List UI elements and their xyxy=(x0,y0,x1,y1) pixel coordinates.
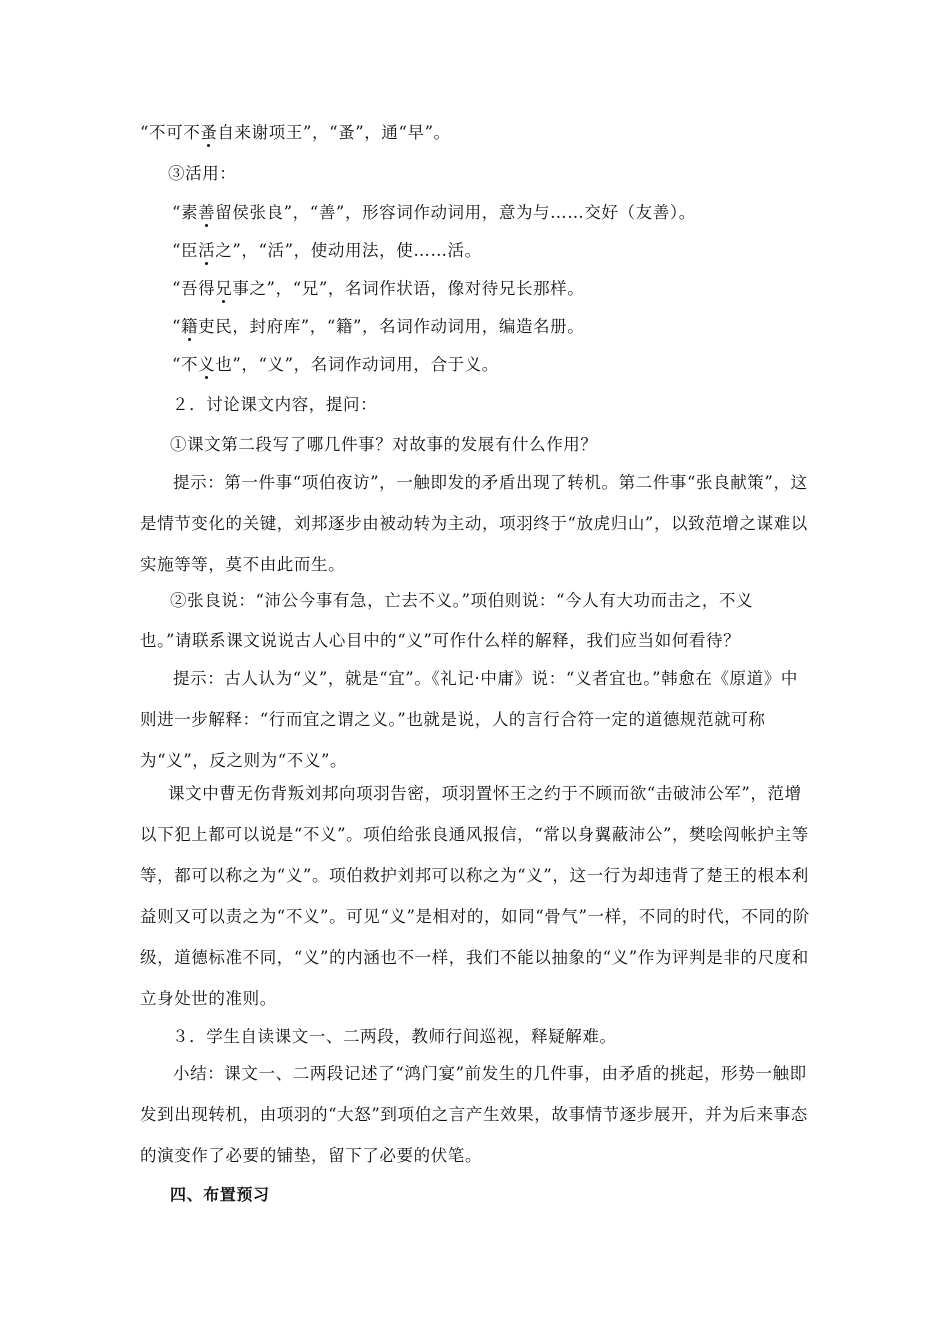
paragraph-huo: “臣活之”，“活”，使动用法，使……活。 xyxy=(172,241,482,260)
question-1: ①课文第二段写了哪几件事？对故事的发展有什么作用？ xyxy=(170,435,598,454)
paragraph-zao: “不可不蚤自来谢项王”，“蚤”，通“早”。 xyxy=(140,123,451,142)
emphasis-char: 义 xyxy=(198,355,216,374)
question-2-line2: 也。”请联系课文说说古人心目中的“义”可作什么样的解释，我们应当如何看待？ xyxy=(140,631,741,650)
section-label-huoyong: ③活用： xyxy=(168,164,237,183)
item-2-heading: ２．讨论课文内容，提问： xyxy=(172,395,378,414)
paragraph-xiong: “吾得兄事之”，“兄”，名词作状语，像对待兄长那样。 xyxy=(172,279,585,298)
paragraph-yi: “不义也”，“义”，名词作动词用，合于义。 xyxy=(172,355,499,374)
emphasis-char: 善 xyxy=(198,203,216,222)
emphasis-char: 兄 xyxy=(215,279,233,298)
hint-2: 提示：古人认为“义”，就是“宜”。《礼记·中庸》说：“义者宜也。”韩愈在《原道》中则进一步解释：“行而宜之谓之义。”也就是说，人的言行合符一定的道德规范就可称为“义”，反之则为“不义”。 xyxy=(140,669,798,770)
paragraph-shan: “素善留侯张良”，“善”，形容词作动词用，意为与……交好（友善）。 xyxy=(172,203,696,222)
emphasis-char: 籍 xyxy=(181,317,199,336)
emphasis-char: 活 xyxy=(198,241,216,260)
item-3-heading: ３．学生自读课文一、二两段，教师行间巡视，释疑解难。 xyxy=(172,1027,617,1046)
hint-1: 提示：第一件事“项伯夜访”，一触即发的矛盾出现了转机。第二件事“张良献策”，这是情节变化的关键，刘邦逐步由被动转为主动，项羽终于“放虎归山”，以致范增之谋难以实施等等，莫不由此而生。 xyxy=(140,473,808,574)
summary: 小结：课文一、二两段记述了“鸿门宴”前发生的几件事，由矛盾的挑起，形势一触即发到出现转机，由项羽的“大怒”到项伯之言产生效果，故事情节逐步展开，并为后来事态的演变作了必要的铺垫，留下了必要的伏笔。 xyxy=(140,1064,808,1165)
paragraph-analysis: 课文中曹无伤背叛刘邦向项羽告密，项羽置怀王之约于不顾而欲“击破沛公军”，范增以下犯上都可以说是“不义”。项伯给张良通风报信，“常以身翼蔽沛公”，樊哙闯帐护主等等，都可以称之为“义”。项伯救护刘邦可以称之为“义”，这一行为却违背了楚王的根本利益则又可以责之为“不义”。可见“义”是相对的，如同“骨气”一样，不同的时代，不同的阶级，道德标准不同，“义”的内涵也不一样，我们不能以抽象的“义”作为评判是非的尺度和立身处世的准则。 xyxy=(140,784,810,1008)
emphasis-char: 蚤 xyxy=(200,123,218,142)
paragraph-ji: “籍吏民，封府库”，“籍”，名词作动词用，编造名册。 xyxy=(172,317,585,336)
question-2-line1: ②张良说：“沛公今事有急，亡去不义。”项伯则说：“今人有大功而击之，不义 xyxy=(170,591,754,610)
section-heading-preview: 四、布置预习 xyxy=(170,1185,270,1204)
